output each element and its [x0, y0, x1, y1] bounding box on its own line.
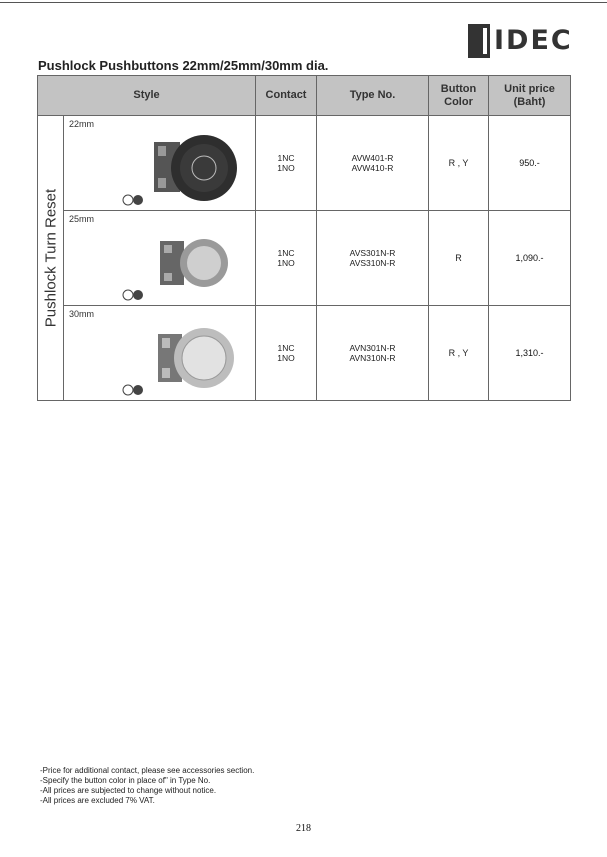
note-line: -All prices are excluded 7% VAT. — [40, 796, 155, 805]
type-no-cell — [317, 306, 429, 401]
table-header-row — [38, 76, 571, 116]
group-label-cell — [38, 116, 64, 401]
unit-price-cell: 1,310.- — [489, 306, 571, 401]
note-line: -Specify the button color in place of" in Type No. — [40, 776, 211, 785]
header-unit-price-line1: Unit price — [504, 82, 555, 95]
button-color-cell: R , Y — [429, 116, 489, 211]
certification-icon — [122, 194, 144, 206]
contact-cell — [256, 306, 317, 401]
top-rule — [0, 2, 607, 3]
type-no-value: AVS310N-R — [349, 258, 396, 268]
pushbutton-photo-icon — [142, 223, 246, 301]
pushbutton-photo-icon — [142, 318, 246, 396]
pushbutton-photo-icon — [142, 128, 246, 206]
type-no-value: AVN310N-R — [349, 353, 396, 363]
notes — [40, 766, 254, 806]
table-row — [38, 306, 571, 401]
size-label: 30mm — [69, 309, 95, 319]
certification-icon — [122, 384, 144, 396]
contact-value: 1NC — [277, 248, 295, 258]
button-color-cell: R , Y — [429, 306, 489, 401]
style-cell — [64, 306, 256, 401]
type-no-value: AVW401-R — [351, 153, 394, 163]
contact-value: 1NO — [277, 163, 295, 173]
header-button-color-line1: Button — [440, 82, 477, 95]
page-number: 218 — [296, 823, 311, 834]
header-unit-price-line2: (Baht) — [513, 95, 546, 108]
contact-value: 1NC — [277, 153, 295, 163]
brand-logo — [468, 24, 573, 58]
type-no-cell — [317, 116, 429, 211]
logo-mark-icon — [468, 24, 490, 58]
header-unit-price — [489, 76, 571, 116]
type-no-value: AVN301N-R — [349, 343, 396, 353]
size-label: 25mm — [69, 214, 95, 224]
logo-text: IDEC — [494, 25, 573, 56]
note-line: -All prices are subjected to change without notice. — [40, 786, 217, 795]
header-contact: Contact — [256, 76, 317, 116]
header-style: Style — [38, 76, 256, 116]
header-button-color-line2: Color — [444, 95, 473, 108]
contact-value: 1NO — [277, 258, 295, 268]
type-no-cell — [317, 211, 429, 306]
header-type-no: Type No. — [317, 76, 429, 116]
group-label: Pushlock Turn Reset — [42, 188, 59, 328]
note-line: -Price for additional contact, please see accessories section. — [40, 766, 255, 775]
contact-cell — [256, 211, 317, 306]
size-label: 22mm — [69, 119, 95, 129]
contact-value: 1NC — [277, 343, 295, 353]
type-no-value: AVS301N-R — [349, 248, 396, 258]
contact-cell — [256, 116, 317, 211]
style-cell — [64, 116, 256, 211]
contact-value: 1NO — [277, 353, 295, 363]
table-row — [38, 116, 571, 211]
header-button-color — [429, 76, 489, 116]
page-title: Pushlock Pushbuttons 22mm/25mm/30mm dia. — [38, 58, 329, 73]
unit-price-cell: 950.- — [489, 116, 571, 211]
unit-price-cell: 1,090.- — [489, 211, 571, 306]
table-row — [38, 211, 571, 306]
button-color-cell: R — [429, 211, 489, 306]
certification-icon — [122, 289, 144, 301]
style-cell — [64, 211, 256, 306]
type-no-value: AVW410-R — [351, 163, 394, 173]
price-table — [37, 75, 571, 401]
